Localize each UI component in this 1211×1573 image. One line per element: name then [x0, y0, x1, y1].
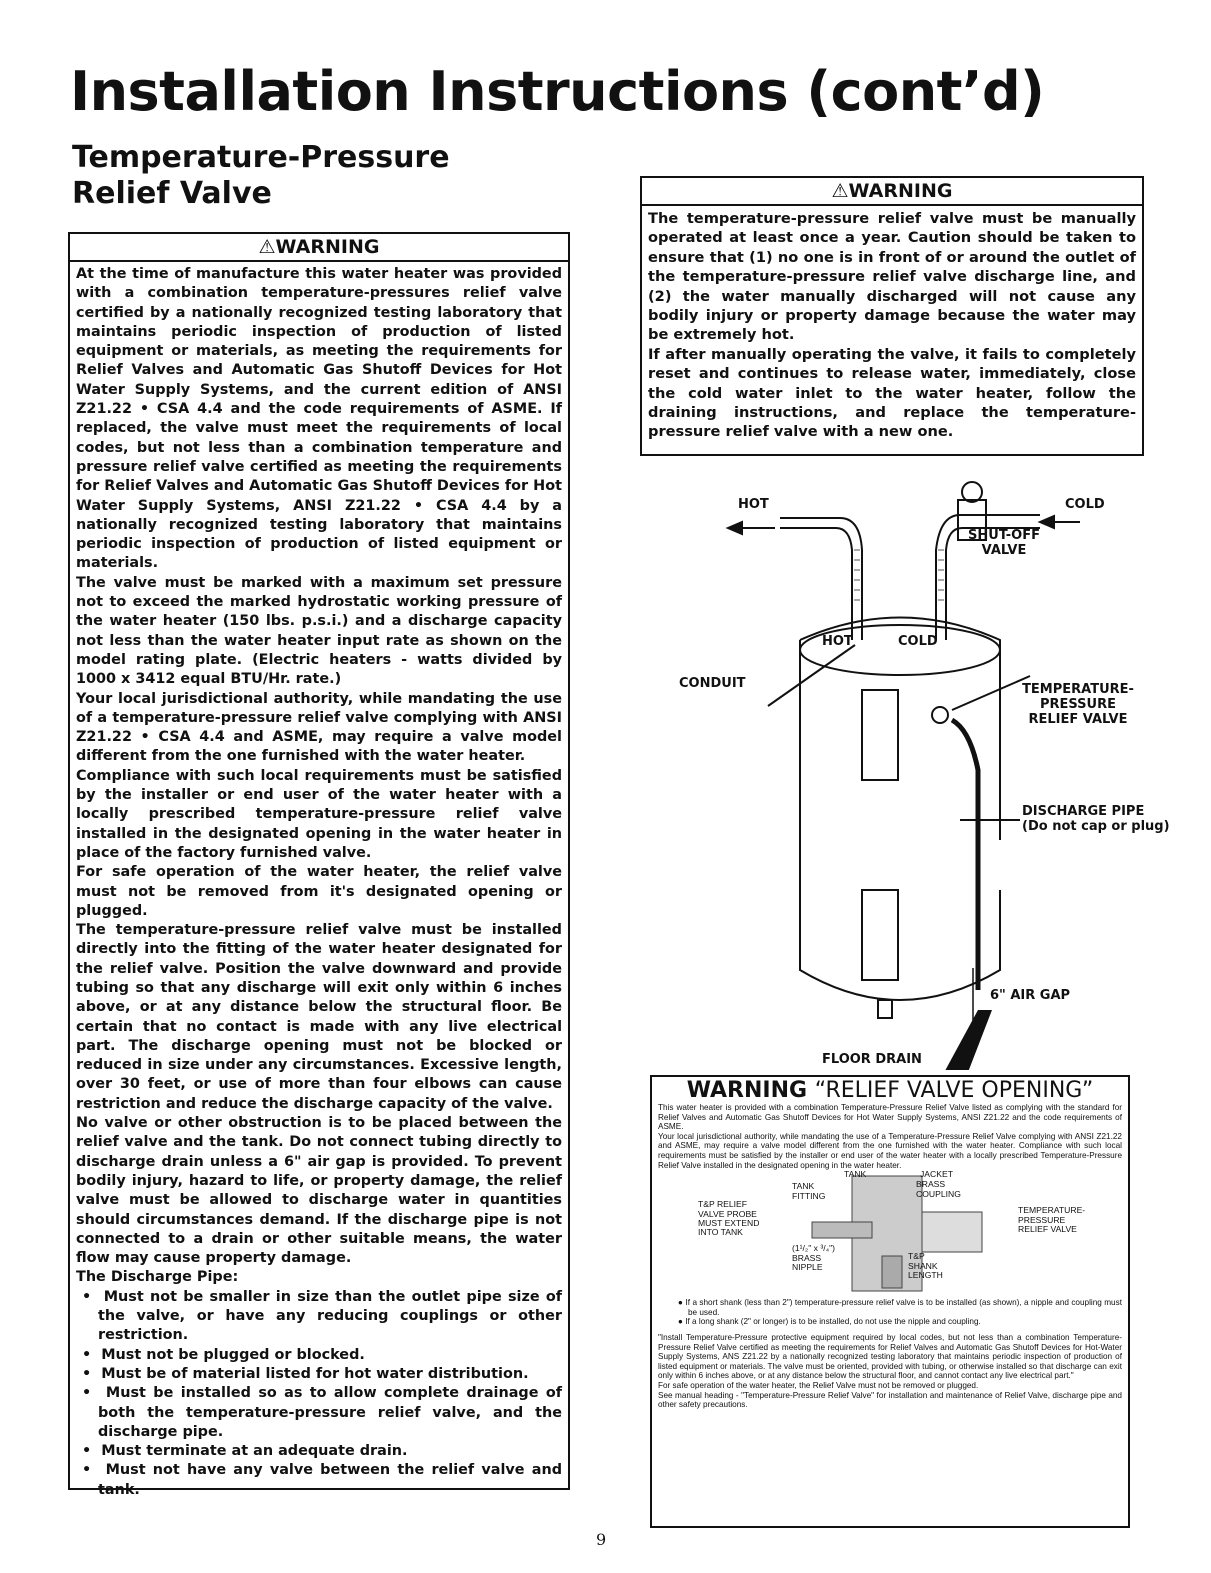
relief-valve-footer: For safe operation of the water heater, the Relief Valve must not be removed or plugged. — [658, 1380, 979, 1390]
conduit-label: CONDUIT — [679, 676, 746, 691]
list-item: ● If a long shank (2" or longer) is to be installed, do not use the nipple and coupling. — [678, 1317, 981, 1327]
list-item: • Must not be smaller in size than the outlet pipe size of the valve, or have any reducing couplings or other restriction. — [82, 1288, 563, 1344]
warning-paragraph: Compliance with such local requirements must be satisfied by the installer or end user of the water heater with a locally prescribed temperature-pressure relief valve installed in the designated opening in the water heater in place of the factory furnished valve. — [76, 767, 562, 861]
brass-nipple — [882, 1256, 902, 1288]
tp-valve-label: TEMPERATURE- PRESSURE RELIEF VALVE — [1022, 682, 1134, 727]
warning-heading: ⚠WARNING — [642, 178, 1142, 206]
warning-heading: ⚠WARNING — [70, 234, 568, 262]
tp-relief-valve-label: TEMPERATURE- PRESSURE RELIEF VALVE — [1018, 1205, 1086, 1234]
warning-body — [642, 206, 1142, 445]
list-item: • Must be installed so as to allow complete drainage of both the temperature-pressure relief valve, and the discharge pipe. — [82, 1385, 562, 1440]
warning-body — [70, 262, 568, 1503]
warning-paragraph: Your local jurisdictional authority, while mandating the use of a temperature-pressure relief valve complying with ANSI Z21.22 • CSA 4.4 and ASME, may require a valve model different from the one furnished with the water heater. — [76, 690, 562, 765]
floor-drain-label: FLOOR DRAIN — [822, 1052, 922, 1067]
relief-valve-footer: See manual heading - "Temperature-Pressure Relief Valve" for installation and maintenance of Relief Valve, discharge pipe and other safety precautions. — [658, 1390, 1122, 1410]
air-gap-label: 6" AIR GAP — [990, 988, 1071, 1003]
shutoff-valve-label: SHUT-OFF VALVE — [968, 528, 1040, 558]
brass-nipple-label: (1¹/₂" x ³/₄") BRASS NIPPLE — [792, 1243, 836, 1272]
section-title-line2: Relief Valve — [72, 176, 272, 211]
valve-probe — [812, 1222, 872, 1238]
list-item: ● If a short shank (less than 2") temperature-pressure relief valve is to be installed (as shown), a nipple and coupling must be used. — [678, 1298, 1122, 1317]
warning-paragraph: At the time of manufacture this water heater was provided with a combination temperature-pressures relief valve certified by a nationally recognized testing laboratory that maintains periodic inspection of production of listed equipment or materials, as meeting the requirements for Relief Valves and Automatic Gas Shutoff Devices for Hot Water Supply Systems, and the current edition of ANSI Z21.22 • CSA 4.4 and the code requirements of ASME. If replaced, the valve must meet the requirements of local codes, but not less than a combination temperature and pressure relief valve certified as meeting the requirements for Relief Valves and Automatic Gas Shutoff Devices for Hot Water Supply Systems, ANSI Z21.22 • CSA 4.4 by a nationally recognized testing laboratory that maintains periodic inspection of production of listed equipment or materials. — [76, 266, 562, 572]
page-number: 9 — [596, 1530, 607, 1549]
valve-detail-diagram — [652, 1170, 1128, 1298]
warning-paragraph: The temperature-pressure relief valve must be installed directly into the fitting of the water heater designated for the relief valve. Position the valve downward and provide tubing so that any discharge will exit only within 6 inches above, or at any distance below the structural floor. Be certain that no contact is made with any live electrical part. The discharge opening must not be blocked or reduced in size under any circumstances. Excessive length, over 30 feet, or use of more than four elbows can cause restriction and reduce the discharge capacity of the valve. — [76, 922, 562, 1112]
section-title-line1: Temperature-Pressure — [72, 140, 450, 175]
tank-label: TANK — [844, 1169, 867, 1180]
list-item: • Must not be plugged or blocked. — [82, 1346, 365, 1363]
left-warning-box — [68, 232, 570, 1498]
hot-label: HOT — [738, 497, 769, 512]
list-item: • Must terminate at an adequate drain. — [82, 1443, 408, 1460]
section-title — [72, 140, 450, 212]
hot-fitting-label: HOT — [822, 634, 853, 649]
tp-valve-body — [922, 1212, 982, 1252]
right-warning-box — [640, 176, 1144, 456]
relief-valve-footer: "Install Temperature-Pressure protective equipment required by local codes, but not less than a combination Temperature-Pressure Relief Valve certified as meeting the requirements for Relief Valves and Automatic Gas Shutoff Devices for Hot-Water Supply Systems, ANS Z21.22 by a nationally recognized testing laboratory that maintains periodic inspection of production of listed equipment or materials. The valve must be oriented, provided with tubing, or otherwise installed so that discharge can exit only within 6 inches above, or at any distance below the structural floor, and cannot contact any live electrical part." — [658, 1332, 1122, 1381]
tp-probe-label: T&P RELIEF VALVE PROBE MUST EXTEND INTO TANK — [698, 1199, 760, 1238]
cold-fitting-label: COLD — [898, 634, 938, 649]
discharge-pipe-heading: The Discharge Pipe: — [76, 1269, 239, 1286]
conduit-pointer — [768, 645, 855, 706]
relief-valve-intro: This water heater is provided with a combination Temperature-Pressure Relief Valve listed as complying with the standard for Relief Valves and Automatic Gas Shutoff Devices for Hot Water Supply Systems, ANSI Z21.22 and the code requirements of ASME. — [658, 1103, 1122, 1132]
upper-access-panel — [862, 690, 898, 780]
tank-fitting-label: TANK FITTING — [792, 1181, 826, 1201]
shank-length-label: T&P SHANK LENGTH — [908, 1251, 943, 1280]
cold-label: COLD — [1065, 497, 1105, 512]
discharge-pipe — [952, 720, 978, 990]
list-item: • Must be of material listed for hot water distribution. — [82, 1365, 529, 1382]
warning-paragraph: For safe operation of the water heater, the relief valve must not be removed from it's designated opening or plugged. — [76, 864, 562, 919]
page-title: Installation Instructions (cont’d) — [70, 60, 1045, 123]
warning-paragraph: No valve or other obstruction is to be placed between the relief valve and the tank. Do not connect tubing directly to discharge drain unless a 6" air gap is provided. To prevent bodily injury, hazard to life, or property damage, the relief valve must be allowed to discharge water in quantities should circumstances demand. If the discharge pipe is not connected to a drain or other suitable means, the water flow may cause property damage. — [76, 1115, 562, 1267]
relief-valve-warning-box — [650, 1075, 1130, 1528]
drain-valve — [878, 1000, 892, 1018]
relief-valve-warning-heading: WARNING “RELIEF VALVE OPENING” — [686, 1078, 1094, 1103]
tp-valve-fitting — [932, 707, 948, 723]
list-item: • Must not have any valve between the relief valve and tank. — [82, 1462, 563, 1498]
lower-access-panel — [862, 890, 898, 980]
warning-paragraph: The temperature-pressure relief valve must be manually operated at least once a year. Caution should be taken to ensure that (1) no one is in front of or around the outlet of the temperature-pressure relief valve discharge line, and (2) the water manually discharged will not cause any bodily injury or property damage because the water may be extremely hot. — [648, 210, 1136, 344]
discharge-pipe-label: DISCHARGE PIPE (Do not cap or plug) — [1022, 804, 1170, 834]
brass-coupling-label: BRASS COUPLING — [916, 1179, 961, 1199]
relief-valve-intro: Your local jurisdictional authority, while mandating the use of a Temperature-Pressure Relief Valve complying with ANSI Z21.22 and ASME, may require a valve model different from the one furnished with the water heater. Compliance with such local requirements must be satisfied by the installer or end user of the water heater with a locally prescribed Temperature-Pressure Relief Valve installed in the designated opening in the water heater. — [658, 1131, 1122, 1170]
water-heater-diagram — [640, 470, 1200, 1070]
floor-drain-icon — [940, 1010, 992, 1070]
warning-paragraph: The valve must be marked with a maximum set pressure not to exceed the marked hydrostatic working pressure of the water heater (150 lbs. p.s.i.) and a discharge capacity not less than the water heater input rate as shown on the model rating plate. (Electric heaters - watts divided by 1000 x 3412 equal BTU/Hr. rate.) — [76, 574, 562, 688]
warning-paragraph: If after manually operating the valve, it fails to completely reset and continues to release water, immediately, close the cold water inlet to the water heater, follow the draining instructions, and replace the temperature-pressure relief valve with a new one. — [648, 345, 1136, 441]
tank-outline — [800, 618, 1000, 841]
jacket-label: JACKET — [920, 1169, 953, 1180]
